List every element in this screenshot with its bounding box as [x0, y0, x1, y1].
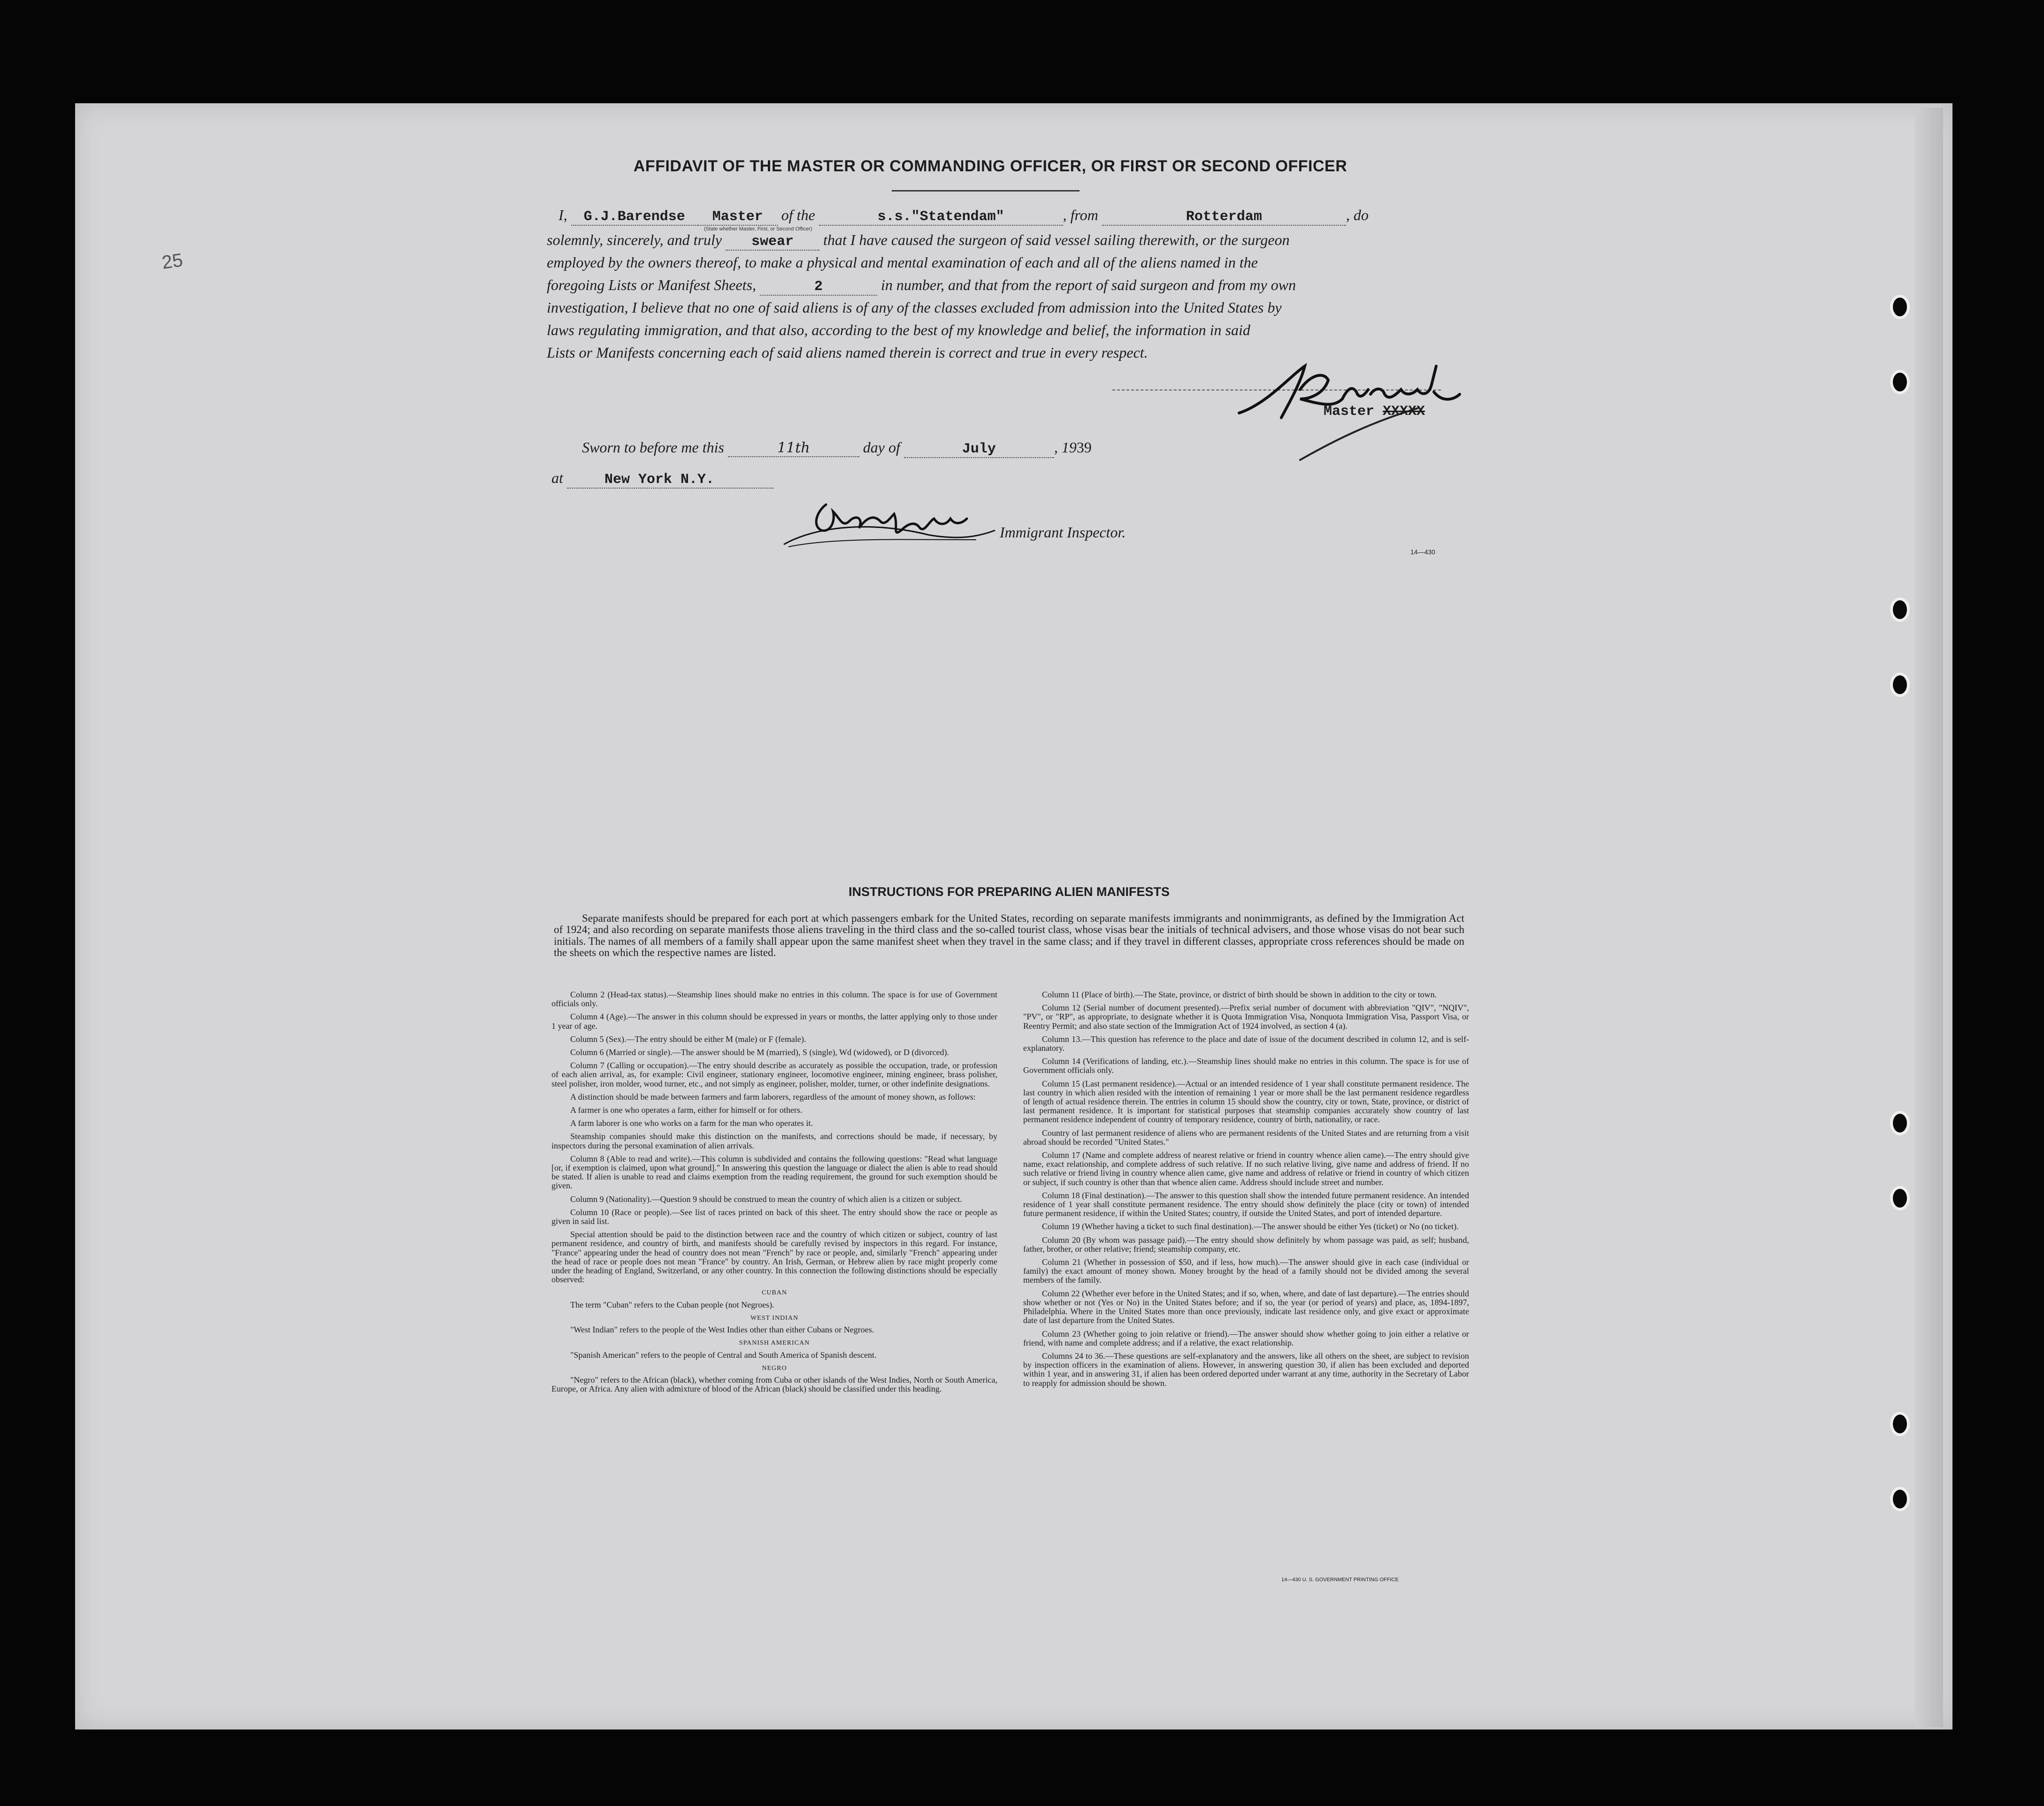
vessel-name: s.s."Statendam" [819, 209, 1063, 226]
instruction-paragraph: A distinction should be made between farmers and farm laborers, regardless of the amount of money shown, as follows: [570, 1092, 976, 1102]
title-rule [892, 190, 1079, 191]
binder-hole [1890, 1487, 1910, 1511]
binder-hole [1890, 673, 1910, 697]
text-I: I, [559, 207, 567, 223]
instruction-paragraph: Column 17 (Name and complete address of nearest relative or friend in country whence alien came).—The entry should give name, exact relationship, and complete address of such relative. If no such relative living, give name and address of friend. If no such relative or friend living in country whence alien came, give name and address of relative or friend in country of which citizen or subject, if such country is other than that whence alien came. Address should include street and number. [1023, 1150, 1469, 1187]
printing-office-line: 14—430 U. S. GOVERNMENT PRINTING OFFICE [1281, 1577, 1399, 1583]
text-from: , from [1063, 207, 1098, 223]
text-of-the: of the [781, 207, 815, 223]
west-indian-heading: WEST INDIAN [750, 1314, 799, 1322]
instruction-paragraph: A farmer is one who operates a farm, either for himself or for others. [570, 1105, 803, 1115]
sworn-year: 39 [1076, 439, 1092, 456]
spanish-american-definition: "Spanish American" refers to the people of Central and South America of Spanish descent. [570, 1350, 877, 1360]
affidavit-line-3: employed by the owners thereof, to make a physical and mental examination of each and all of the aliens named in the [547, 254, 1258, 271]
sworn-place-line [551, 469, 773, 489]
instruction-paragraph: Column 2 (Head-tax status).—Steamship lines should make no entries in this column. The space is for use of Government officials only. [551, 990, 997, 1009]
instruction-paragraph: Column 21 (Whether in possession of $50, and if less, how much).—The answer should give in each case (individual or family) the exact amount of money shown. Money brought by the head of a family should not be divided among the several members of the family. [1023, 1257, 1469, 1285]
instructions-intro: Separate manifests should be prepared for each port at which passengers embark for the United States, recording on separate manifests immigrants and nonimmigrants, as defined by the Immigration Act of 1924; and also recording on separate manifests those aliens traveling in the third class and the so-called tourist class, whose visas bear the initials of technical advisers, and those whose visas do not bear such initials. The names of all members of a family shall appear upon the same manifest sheet when they travel in the same class; and if they travel in different classes, appropriate cross references should be made on the sheets on which the respective names are listed. [554, 912, 1464, 958]
text-solemnly: solemnly, sincerely, and truly [547, 231, 722, 248]
instruction-paragraph: Column 9 (Nationality).—Question 9 should be construed to mean the country of which alien is a citizen or subject. [570, 1194, 962, 1204]
officer-name: G.J.Barendse [571, 209, 698, 226]
text-sworn: Sworn to before me this [582, 439, 724, 456]
instruction-paragraph: Column 7 (Calling or occupation).—The entry should describe as accurately as possible the occupation, trade, or profession of each alien arrival, as, for example: Civil engineer, stationary engineer, locomotive engineer, mining engineer, brass polisher, steel polisher, iron molder, wood turner, etc., and not simply as engineer, polisher, molder, turner, or other indefinite designations. [551, 1061, 997, 1088]
departure-port: Rotterdam [1102, 209, 1346, 226]
instruction-paragraph: Column 20 (By whom was passage paid).—The entry should show definitely by whom passage was paid, as self; husband, father, brother, or other relative; friend; steamship company, etc. [1023, 1235, 1469, 1254]
affidavit-line-7: Lists or Manifests concerning each of said aliens named therein is correct and true in every respect. [547, 344, 1148, 361]
affidavit-line-5: investigation, I believe that no one of said aliens is of any of the classes excluded from admission into the United States by [547, 299, 1282, 316]
instructions-title: INSTRUCTIONS FOR PREPARING ALIEN MANIFESTS [848, 885, 1170, 899]
text-19: , 19 [1054, 439, 1077, 456]
binder-hole [1890, 1186, 1910, 1210]
rank-note: (State whether Master, First, or Second Officer) [704, 226, 812, 232]
instruction-paragraph: Column 15 (Last permanent residence).—Actual or an intended residence of 1 year shall constitute permanent residence. The last country in which alien resided with the intention of remaining 1 year or more shall be the last permanent residence regardless of length of actual residence therein. The entries in column 15 should show the country, city or town, State, province, or district of last permanent residence. It is important for statistical purposes that steamship companies accurately show country of last permanent residence independent of country of temporary residence, country of birth, nationality, or race. [1023, 1079, 1469, 1125]
officer-rank: Master [698, 209, 778, 226]
text-day-of: day of [863, 439, 900, 456]
negro-heading: NEGRO [762, 1364, 787, 1372]
cuban-heading: CUBAN [761, 1289, 787, 1297]
sworn-month: July [904, 441, 1054, 458]
instruction-paragraph: Column 18 (Final destination).—The answer to this question shall show the intended future permanent residence. An intended residence of 1 year shall constitute permanent residence. The entry should show definitely the place (city or town) of intended future permanent residence, if within the United States; country, if outside the United States, and port of intended departure. [1023, 1190, 1469, 1218]
instructions-right-column [1023, 990, 1469, 1392]
text-at: at [551, 469, 563, 486]
instruction-paragraph: Special attention should be paid to the distinction between race and the country of which citizen or subject, country of last permanent residence, and country of birth, and manifests should be carefully revised by inspectors in this regard. For instance, "France" appearing under the head of country does not mean "French" by race or people, and, similarly "French" appearing under the head of race or people does not mean "France" by country. An Irish, German, or Hebrew alien by race might properly come under the heading of England, Switzerland, or any other country. In this connection the following distinctions should be especially observed: [551, 1230, 997, 1285]
binder-hole [1890, 1111, 1910, 1135]
cuban-definition: The term "Cuban" refers to the Cuban people (not Negroes). [570, 1300, 774, 1309]
text-do: , do [1346, 207, 1369, 223]
affidavit-line-4 [547, 276, 1296, 296]
margin-mark: 25 [161, 250, 184, 273]
master-title [1324, 404, 1425, 420]
binder-hole [1890, 597, 1910, 622]
instruction-paragraph: Column 13.—This question has reference to the place and date of issue of the document described in column 12, and is self-explanatory. [1023, 1034, 1469, 1053]
instruction-paragraph: Column 19 (Whether having a ticket to such final destination).—The answer should be either Yes (ticket) or No (no ticket). [1042, 1222, 1459, 1232]
sheet-count: 2 [760, 279, 877, 296]
instruction-paragraph: Column 4 (Age).—The answer in this column should be expressed in years or months, the latter applying only to those under 1 year of age. [551, 1012, 997, 1031]
master-label: Master [1324, 404, 1375, 420]
affidavit-line-2 [547, 231, 1290, 251]
binder-hole [1890, 370, 1910, 394]
instruction-paragraph: Column 10 (Race or people).—See list of races printed on back of this sheet. The entry should show the race or people as given in said list. [551, 1207, 997, 1226]
affidavit-title: AFFIDAVIT OF THE MASTER OR COMMANDING OFFICER, OR FIRST OR SECOND OFFICER [633, 157, 1347, 175]
sworn-place: New York N.Y. [567, 472, 773, 489]
instruction-paragraph: Column 12 (Serial number of document presented).—Prefix serial number of document with abbreviation "QIV", "NQIV", "PV", or "RP", as appropriate, to designate whether it is Quota Immigration Visa, Nonquota Immigration Visa, Passport Visa, or Reentry Permit; and also state section of the Immigration Act of 1924 involved, as section 4 (a). [1023, 1003, 1469, 1031]
instructions-left-column [551, 990, 997, 1398]
text-line2-rest: that I have caused the surgeon of said vessel sailing therewith, or the surgeon [823, 231, 1290, 248]
inspector-label: Immigrant Inspector. [1000, 524, 1126, 541]
sworn-day: 11th [728, 440, 859, 457]
struck-out-title: XXXXX [1383, 404, 1425, 420]
west-indian-definition: "West Indian" refers to the people of the West Indies other than either Cubans or Negroes. [570, 1325, 874, 1335]
negro-definition: "Negro" refers to the African (black), whether coming from Cuba or other islands of the West Indies, North or South America, Europe, or Africa. Any alien with admixture of blood of the African (black) should be classified under this heading. [551, 1375, 997, 1394]
binder-hole [1890, 295, 1910, 319]
instruction-paragraph: Column 23 (Whether going to join relative or friend).—The answer should show whether going to join either a relative or friend, with name and complete address; and if a relative, the exact relationship. [1023, 1329, 1469, 1347]
sworn-line [582, 439, 1092, 458]
oath-word: swear [726, 234, 819, 251]
instruction-paragraph: Column 6 (Married or single).—The answer should be M (married), S (single), Wd (widowed), or D (divorced). [570, 1048, 949, 1057]
inspector-signature [779, 493, 1042, 554]
instruction-paragraph: Steamship companies should make this distinction on the manifests, and corrections should be made, if necessary, by inspectors during the personal examination of alien arrivals. [551, 1132, 997, 1150]
instruction-paragraph: Columns 24 to 36.—These questions are self-explanatory and the answers, like all others on the sheet, are subject to revision by inspection officers in the examination of aliens. However, in answering question 30, if alien has been excluded and deported within 1 year, and in answering 31, if alien has been ordered deported under warrant at any time, authority in the Secretary of Labor to reapply for admission should be shown. [1023, 1351, 1469, 1388]
instruction-paragraph: Country of last permanent residence of aliens who are permanent residents of the United States and are returning from a visit abroad should be recorded "United States." [1023, 1128, 1469, 1147]
text-foregoing: foregoing Lists or Manifest Sheets, [547, 276, 756, 293]
instruction-paragraph: Column 11 (Place of birth).—The State, province, or district of birth should be shown in addition to the city or town. [1042, 990, 1437, 999]
instruction-paragraph: Column 14 (Verifications of landing, etc.).—Steamship lines should make no entries in this column. The space is for use of Government officials only. [1023, 1056, 1469, 1075]
text-line4-rest: in number, and that from the report of said surgeon and from my own [880, 276, 1296, 293]
instruction-paragraph: Column 22 (Whether ever before in the United States; and if so, when, where, and date of last departure).—The entries should show whether or not (Yes or No) in the United States before; and if so, the year (or period of years) and place, as, 1894-1897, Philadelphia. Where in the United States more than once previously, indicate last residence only, and give exact or approximate date of last departure from the United States. [1023, 1288, 1469, 1325]
instruction-paragraph: Column 8 (Able to read and write).—This column is subdivided and contains the following questions: "Read what language [or, if exemption is claimed, upon what ground]." In answering this question the language or dialect the alien is able to read should be stated. If alien is unable to read and claims exemption from the reading requirement, the ground for such exemption should be given. [551, 1154, 997, 1191]
instruction-paragraph: Column 5 (Sex).—The entry should be either M (male) or F (female). [570, 1034, 806, 1044]
affidavit-line-1 [559, 207, 1369, 226]
affidavit-line-6: laws regulating immigration, and that also, according to the best of my knowledge and belief, the information in said [547, 321, 1250, 338]
sheet-edge [1915, 108, 1943, 1727]
instruction-paragraph: A farm laborer is one who works on a farm for the man who operates it. [570, 1118, 813, 1128]
binder-hole [1890, 1412, 1910, 1436]
form-number: 14—430 [1410, 548, 1435, 556]
spanish-american-heading: SPANISH AMERICAN [739, 1339, 810, 1347]
